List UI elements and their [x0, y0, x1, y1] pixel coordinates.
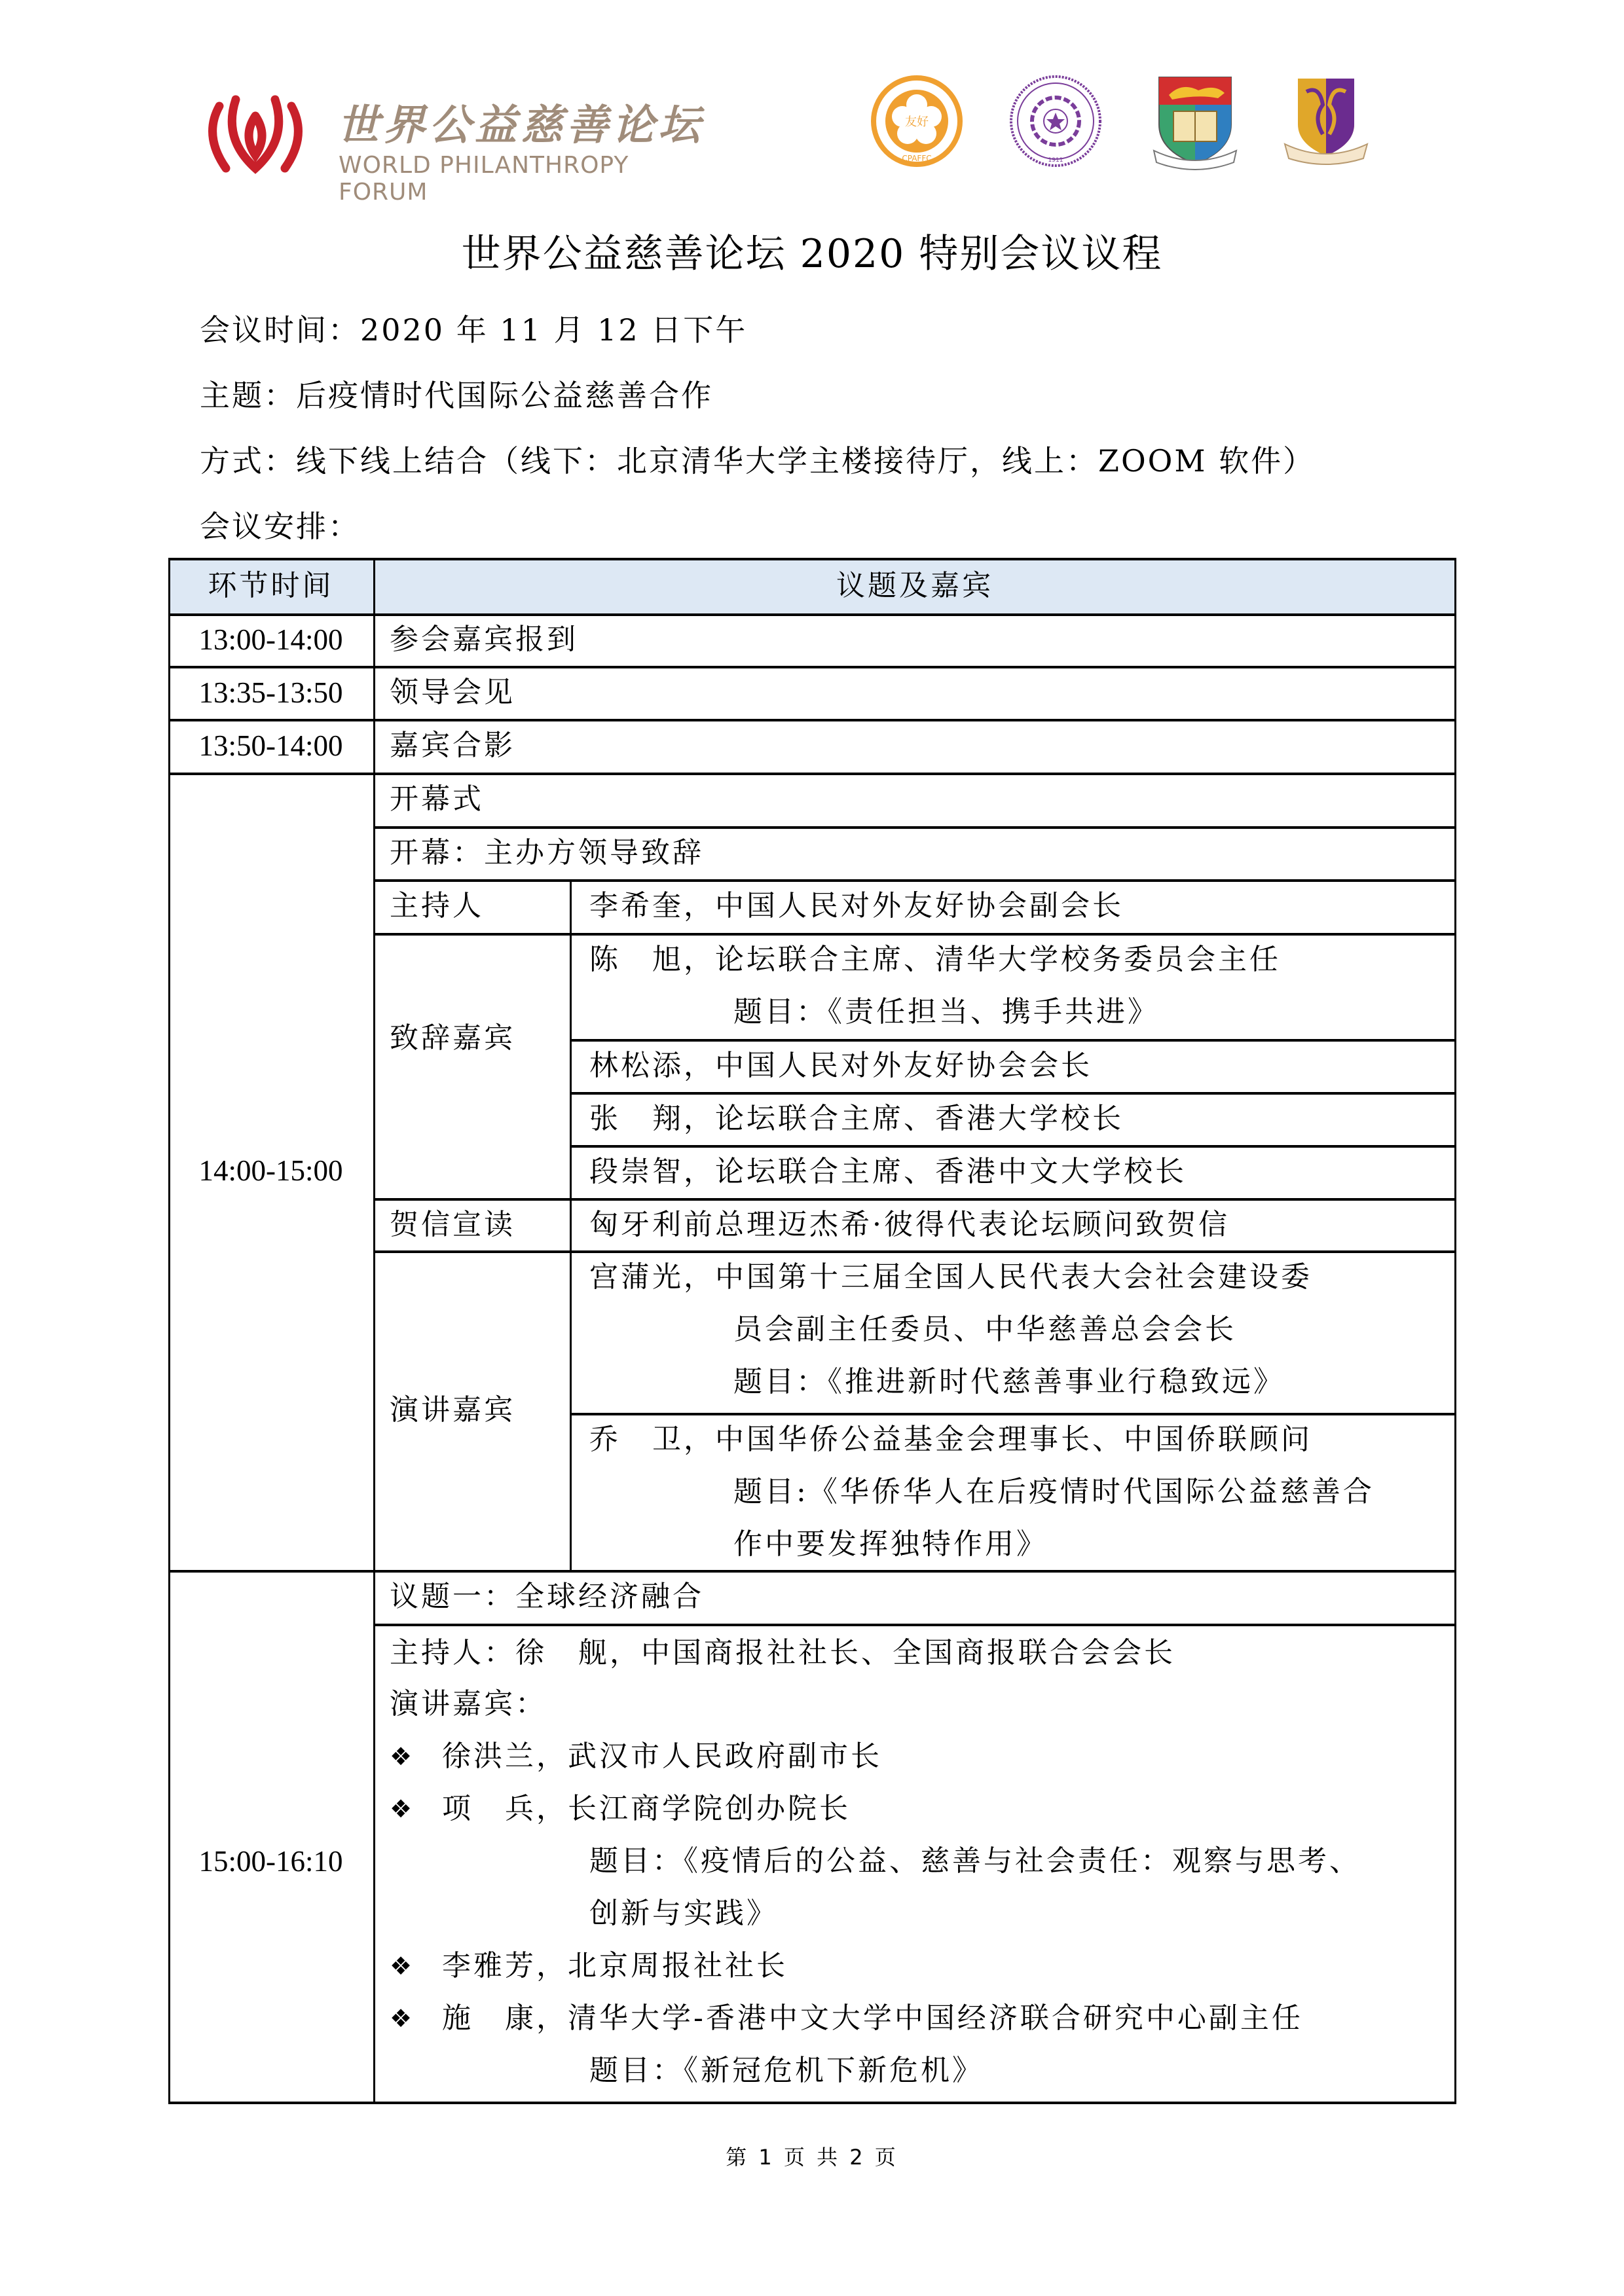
speech-guest: 陈 旭，论坛联合主席、清华大学校务委员会主任 [589, 943, 1281, 976]
session1-topic-cont: 创新与实践》 [589, 1897, 778, 1930]
meeting-theme: 主题：后疫情时代国际公益慈善合作 [200, 378, 713, 413]
speech-label: 致辞嘉宾 [390, 1021, 515, 1055]
tsinghua-year-text: 1911 [1048, 157, 1063, 164]
table-border-right [1454, 558, 1456, 2104]
bullet-icon: ❖ [390, 2004, 413, 2033]
row-time: 13:00-14:00 [198, 623, 343, 656]
session1-topic: 题目：《疫情后的公益、慈善与社会责任：观察与思考、 [589, 1844, 1361, 1878]
tsinghua-logo-icon [1008, 72, 1103, 170]
cpaffc-logo-icon [871, 72, 963, 170]
cpaffc-ring-text: CPAFFC [902, 154, 932, 163]
session1-title: 议题一：全球经济融合 [390, 1580, 704, 1613]
row-content: 嘉宾合影 [390, 729, 515, 762]
speech-guest: 林松添，中国人民对外友好协会会长 [589, 1049, 1092, 1082]
session1-time: 15:00-16:10 [198, 1845, 343, 1878]
keynote-topic-cont: 作中要发挥独特作用》 [733, 1527, 1048, 1561]
row-divider [373, 1624, 1456, 1626]
header-topic: 议题及嘉宾 [836, 569, 993, 602]
meeting-time: 会议时间：2020 年 11 月 12 日下午 [200, 312, 748, 348]
header-time: 环节时间 [208, 569, 334, 602]
host-value: 李希奎，中国人民对外友好协会副会长 [589, 889, 1124, 922]
session1-speaker: 李雅芳，北京周报社社长 [442, 1949, 788, 1982]
session1-speaker: 徐洪兰，武汉市人民政府副市长 [442, 1740, 882, 1773]
speech-topic: 题目：《责任担当、携手共进》 [733, 995, 1159, 1029]
wpf-emblem-icon [200, 86, 311, 178]
keynote-guest-cont: 员会副主任委员、中华慈善总会会长 [733, 1313, 1236, 1346]
keynote-topic: 题目:《华侨华人在后疫情时代国际公益慈善合 [733, 1475, 1375, 1508]
keynote-label: 演讲嘉宾 [390, 1393, 515, 1427]
logo-chinese-text: 世界公益慈善论坛 [337, 101, 704, 150]
row-time: 13:35-13:50 [198, 676, 343, 709]
document-title: 世界公益慈善论坛 2020 特别会议议程 [461, 231, 1163, 277]
session1-speaker: 项 兵，长江商学院创办院长 [442, 1792, 851, 1825]
cpaffc-badge-text: 友好 [905, 115, 929, 129]
meeting-arrangement-label: 会议安排： [200, 509, 360, 544]
opening-subtitle: 开幕：主办方领导致辞 [390, 836, 704, 869]
subcolumn-divider [570, 879, 572, 1570]
world-philanthropy-forum-logo [200, 86, 710, 206]
row-content: 参会嘉宾报到 [390, 623, 578, 656]
bullet-icon: ❖ [390, 1952, 413, 1980]
opening-time: 14:00-15:00 [198, 1154, 343, 1187]
session1-topic: 题目：《新冠危机下新危机》 [589, 2054, 984, 2087]
session1-speakers-label: 演讲嘉宾： [390, 1687, 547, 1721]
table-column-divider [373, 558, 375, 2104]
speech-guest: 张 翔，论坛联合主席、香港大学校长 [589, 1102, 1124, 1135]
keynote-guest: 宫蒲光，中国第十三届全国人民代表大会社会建设委 [589, 1260, 1312, 1294]
keynote-guest: 乔 卫，中国华侨公益基金会理事长、中国侨联顾问 [589, 1423, 1312, 1456]
logo-english-text: WORLD PHILANTHROPY FORUM [339, 152, 629, 206]
speech-guest: 段崇智，论坛联合主席、香港中文大学校长 [589, 1155, 1187, 1188]
agenda-table [168, 558, 1456, 2103]
cuhk-crest-icon [1283, 72, 1369, 170]
bullet-icon: ❖ [390, 1795, 413, 1823]
bullet-icon: ❖ [390, 1742, 413, 1771]
hku-crest-icon [1153, 72, 1238, 170]
session1-host: 主持人：徐 舰，中国商报社社长、全国商报联合会会长 [390, 1636, 1175, 1669]
letter-label: 贺信宣读 [390, 1208, 515, 1241]
host-label: 主持人 [390, 889, 484, 922]
row-divider [168, 773, 1456, 775]
table-border-bottom [168, 2102, 1456, 2104]
keynote-topic: 题目：《推进新时代慈善事业行稳致远》 [733, 1365, 1285, 1398]
opening-title: 开幕式 [390, 782, 484, 816]
row-time: 13:50-14:00 [198, 729, 343, 762]
session1-speaker: 施 康，清华大学-香港中文大学中国经济联合研究中心副主任 [442, 2001, 1303, 2035]
page-number: 第 1 页 共 2 页 [726, 2145, 898, 2170]
meeting-format: 方式：线下线上结合（线下：北京清华大学主楼接待厅，线上：ZOOM 软件） [200, 443, 1316, 479]
letter-value: 匈牙利前总理迈杰希·彼得代表论坛顾问致贺信 [589, 1208, 1230, 1241]
row-content: 领导会见 [390, 676, 515, 709]
